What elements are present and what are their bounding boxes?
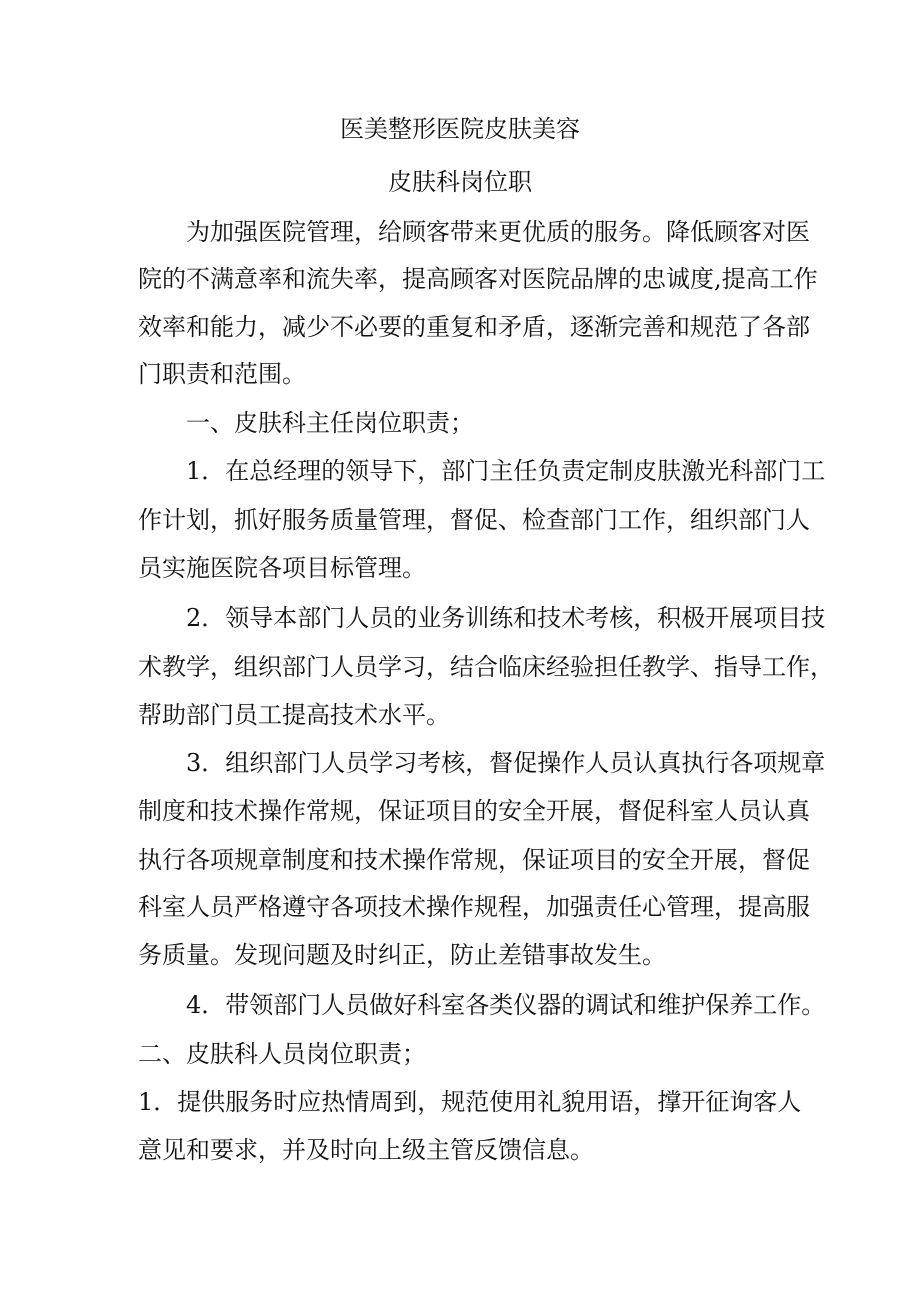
text-line: 帮助部门员工提高技术水平。: [138, 701, 450, 729]
text-line: 术教学，组织部门人员学习，结合临床经验担任教学、指导工作，: [138, 653, 834, 681]
section-heading: 一、皮肤科主任岗位职责；: [186, 409, 474, 437]
text-line: 4．带领部门人员做好科室各类仪器的调试和维护保养工作。: [186, 991, 826, 1019]
text-line: 3．组织部门人员学习考核，督促操作人员认真执行各项规章: [186, 749, 826, 777]
text-line: 科室人员严格遵守各项技术操作规程，加强责任心管理，提高服: [138, 893, 810, 921]
text-line: 院的不满意率和流失率，提高顾客对医院品牌的忠诚度,提高工作: [138, 265, 818, 293]
text-line: 2．领导本部门人员的业务训练和技术考核，积极开展项目技: [186, 604, 826, 632]
text-line: 员实施医院各项目标管理。: [138, 554, 426, 582]
text-line: 执行各项规章制度和技术操作常规，保证项目的安全开展，督促: [138, 846, 810, 874]
section-heading: 二、皮肤科人员岗位职责；: [138, 1040, 426, 1068]
text-line: 作计划，抓好服务质量管理，督促、检查部门工作，组织部门人: [138, 506, 810, 534]
text-line: 效率和能力，减少不必要的重复和矛盾，逐渐完善和规范了各部: [138, 313, 810, 341]
text-line: 1．提供服务时应热情周到，规范使用礼貌用语，撑开征询客人: [138, 1088, 802, 1116]
document-title: 医美整形医院皮肤美容: [340, 115, 580, 143]
text-line: 务质量。发现问题及时纠正，防止差错事故发生。: [138, 941, 666, 969]
text-line: 为加强医院管理，给顾客带来更优质的服务。降低顾客对医: [186, 218, 810, 246]
document-subtitle: 皮肤科岗位职: [388, 168, 532, 196]
text-line: 制度和技术操作常规，保证项目的安全开展，督促科室人员认真: [138, 797, 810, 825]
text-line: 门职责和范围。: [138, 360, 306, 388]
text-line: 意见和要求，并及时向上级主管反馈信息。: [138, 1136, 594, 1164]
text-line: 1．在总经理的领导下，部门主任负责定制皮肤激光科部门工: [186, 457, 826, 485]
